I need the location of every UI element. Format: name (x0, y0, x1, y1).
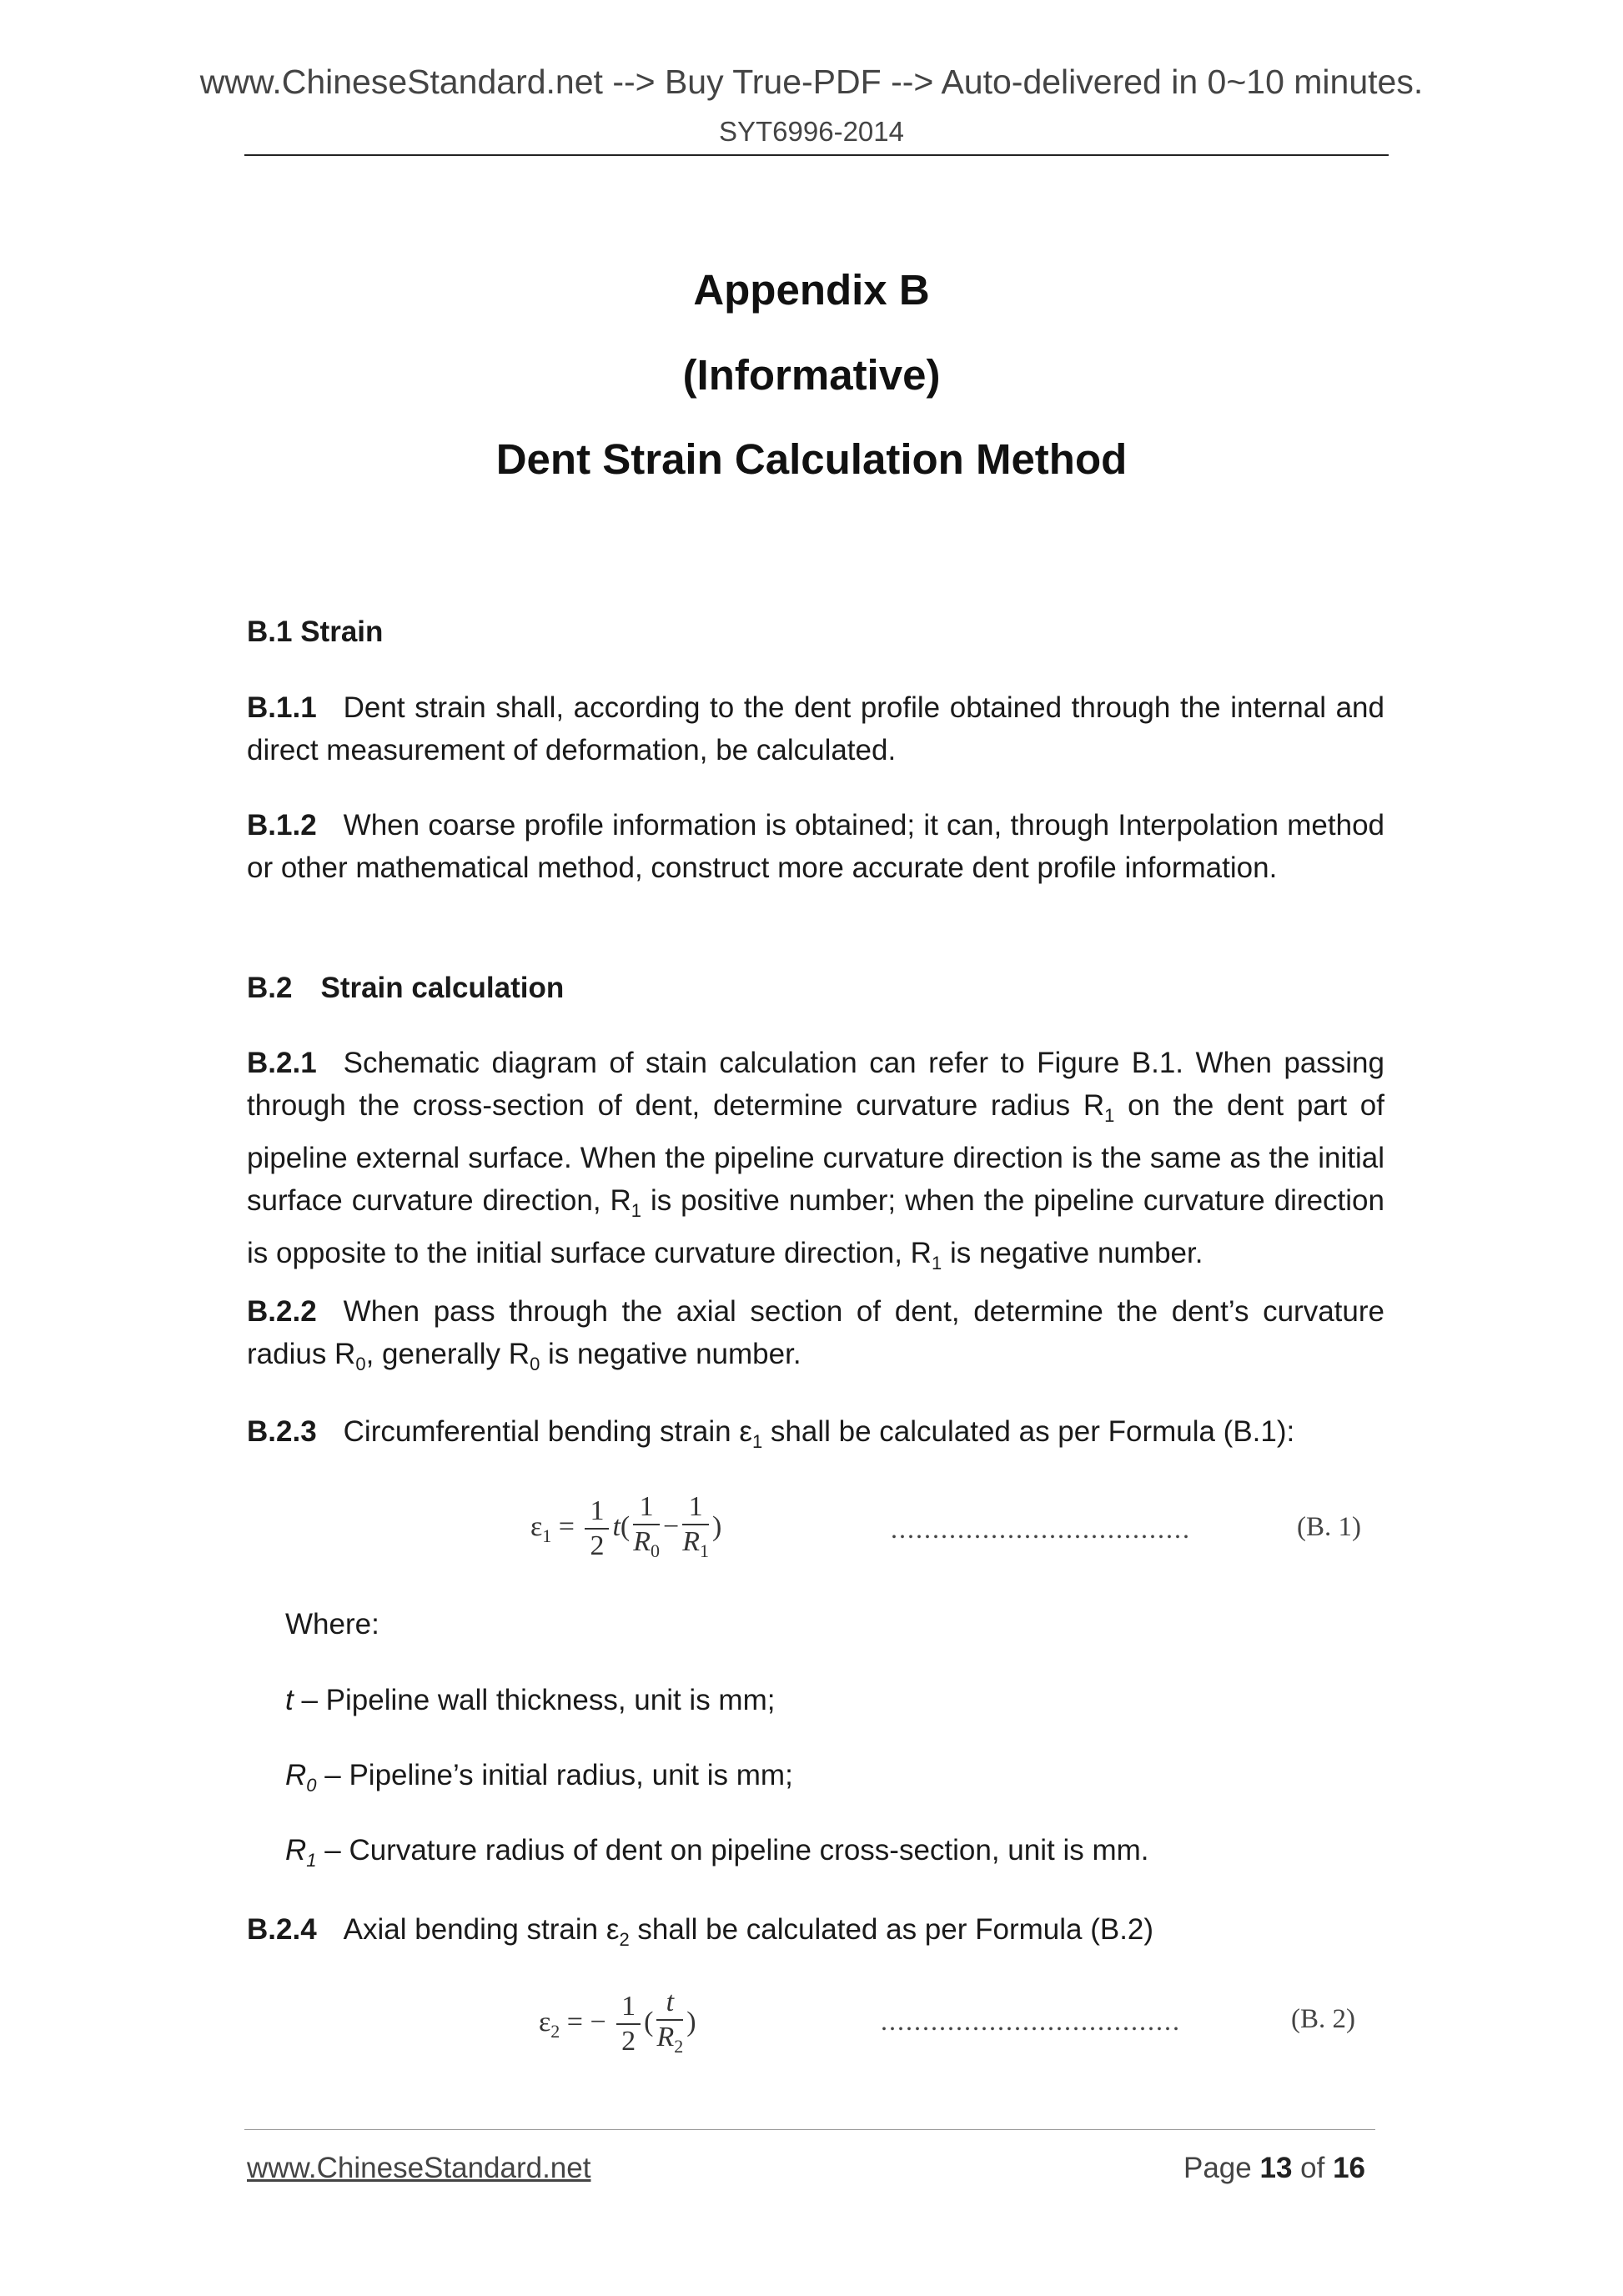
formula-paren: ( (644, 2007, 654, 2038)
formula-symbol: R (633, 1526, 651, 1557)
denominator (682, 1525, 709, 1568)
formula-operator: = − (566, 2007, 606, 2038)
subscript: 1 (1104, 1105, 1115, 1126)
fraction (616, 1990, 641, 2058)
section-title: Strain (300, 615, 384, 648)
denominator: 2 (621, 2026, 636, 2057)
fraction (656, 1986, 683, 2063)
clause-text: , generally R (365, 1338, 530, 1370)
subscript: 1 (631, 1200, 642, 1221)
clause-b21 (247, 1042, 1384, 1284)
fraction (682, 1490, 709, 1568)
formula-symbol: t (666, 1987, 675, 2017)
section-heading-b1 (247, 615, 383, 649)
denominator (656, 2021, 683, 2063)
section-number: B.2 (247, 972, 293, 1004)
clause-b12 (247, 804, 1384, 889)
subscript: 0 (355, 1354, 366, 1374)
subscript: 0 (530, 1354, 540, 1374)
section-number: B.1 (247, 615, 293, 648)
clause-text: is positive number; when the pipeline curvature direction is opposite to the initial surface curvature direction, R (247, 1184, 1384, 1269)
formula-operator: − (663, 1511, 680, 1543)
subscript: 2 (619, 1929, 630, 1950)
formula-number: (B. 2) (1291, 2004, 1355, 2034)
page-of-label: of (1300, 2152, 1325, 2184)
where-item-r0 (285, 1759, 793, 1796)
subscript: 1 (542, 1525, 552, 1546)
total-pages: 16 (1333, 2152, 1366, 2184)
formula-paren: ) (712, 1511, 722, 1543)
appendix-subtitle: Dent Strain Calculation Method (495, 435, 1128, 483)
variable-symbol: t (285, 1684, 294, 1716)
appendix-title: Appendix B (693, 266, 930, 314)
variable-symbol: R (285, 1759, 307, 1791)
clause-number: B.2.2 (247, 1295, 317, 1328)
header-banner: www.ChineseStandard.net --> Buy True-PDF --> Auto-delivered in 0~10 minutes. (199, 63, 1424, 101)
clause-number: B.2.3 (247, 1415, 317, 1448)
clause-text: on the dent part of pipeline external surface. When the pipeline curvature direction is the same as the initial surface curvature direction, R (247, 1089, 1384, 1217)
variable-description: – Curvature radius of dent on pipeline cross-section, unit is mm. (316, 1834, 1149, 1866)
numerator: 1 (682, 1490, 709, 1525)
where-item-r1 (285, 1834, 1149, 1871)
appendix-type: (Informative) (682, 351, 941, 399)
clause-text: Axial bending strain ε (343, 1913, 620, 1946)
subscript: 1 (700, 1540, 709, 1561)
clause-text: When coarse profile information is obtained; it can, through Interpolation method or other mathematical method, construct more accurate dent profile information. (247, 809, 1384, 884)
formula-symbol: t (612, 1511, 621, 1543)
variable-description: – Pipeline’s initial radius, unit is mm; (316, 1759, 793, 1791)
denominator: 2 (590, 1530, 605, 1562)
clause-text: is negative number. (942, 1237, 1203, 1269)
fraction (633, 1490, 660, 1568)
clause-text: shall be calculated as per Formula (B.2) (629, 1913, 1154, 1946)
subscript: 1 (931, 1253, 942, 1274)
where-item-t (285, 1684, 775, 1717)
clause-text: Dent strain shall, according to the dent profile obtained through the internal and direct measurement of deformation, be calculated. (247, 691, 1384, 766)
document-code: SYT6996-2014 (719, 116, 904, 147)
header-divider (244, 154, 1389, 156)
footer-divider (244, 2129, 1375, 2130)
clause-text: Circumferential bending strain ε (343, 1415, 752, 1448)
clause-number: B.2.1 (247, 1047, 317, 1079)
formula-paren: ) (686, 2007, 696, 2038)
variable-symbol: R (285, 1834, 307, 1866)
subscript: 2 (550, 2021, 560, 2042)
clause-number: B.2.4 (247, 1913, 317, 1946)
clause-b23 (247, 1410, 1384, 1463)
clause-b11 (247, 686, 1384, 771)
clause-text: shall be calculated as per Formula (B.1): (762, 1415, 1295, 1448)
formula-leader-dots: .................................... (881, 2006, 1181, 2036)
clause-b24 (247, 1908, 1384, 1961)
subscript: 1 (306, 1850, 317, 1871)
section-heading-b2 (247, 972, 564, 1005)
current-page: 13 (1259, 2152, 1293, 2184)
formula-symbol: R (682, 1526, 700, 1557)
subscript: 0 (306, 1775, 317, 1796)
formula-paren: ( (620, 1511, 631, 1543)
clause-number: B.1.1 (247, 691, 317, 724)
subscript: 2 (674, 2035, 684, 2057)
subscript: 1 (751, 1431, 763, 1452)
footer-website-link[interactable]: www.ChineseStandard.net (247, 2152, 591, 2184)
subscript: 0 (651, 1540, 661, 1561)
formula-operator: = (558, 1511, 575, 1543)
numerator: 1 (585, 1495, 609, 1530)
clause-text: Schematic diagram of stain calculation can refer to Figure B.1. When passing through the cross-section of dent, determine curvature radius R (247, 1047, 1384, 1122)
page-label: Page (1183, 2152, 1252, 2184)
formula-symbol: ε (530, 1511, 543, 1543)
fraction (585, 1495, 609, 1563)
formula-b1 (530, 1490, 721, 1568)
page-number (1183, 2152, 1365, 2185)
clause-text: is negative number. (540, 1338, 801, 1370)
denominator (633, 1525, 660, 1568)
variable-description: – Pipeline wall thickness, unit is mm; (293, 1684, 776, 1716)
formula-leader-dots: .................................... (891, 1514, 1191, 1544)
formula-number: (B. 1) (1297, 1512, 1361, 1542)
clause-number: B.1.2 (247, 809, 317, 842)
section-title: Strain calculation (320, 972, 565, 1004)
numerator: 1 (633, 1490, 660, 1525)
where-label: Where: (285, 1608, 379, 1640)
formula-symbol: ε (539, 2007, 551, 2038)
clause-text: When pass through the axial section of dent, determine the dent’s curvature radius R (247, 1295, 1384, 1370)
numerator: 1 (616, 1990, 641, 2025)
formula-symbol: R (656, 2022, 675, 2052)
numerator (656, 1986, 683, 2021)
clause-b22 (247, 1290, 1384, 1385)
formula-b2 (539, 1986, 696, 2063)
